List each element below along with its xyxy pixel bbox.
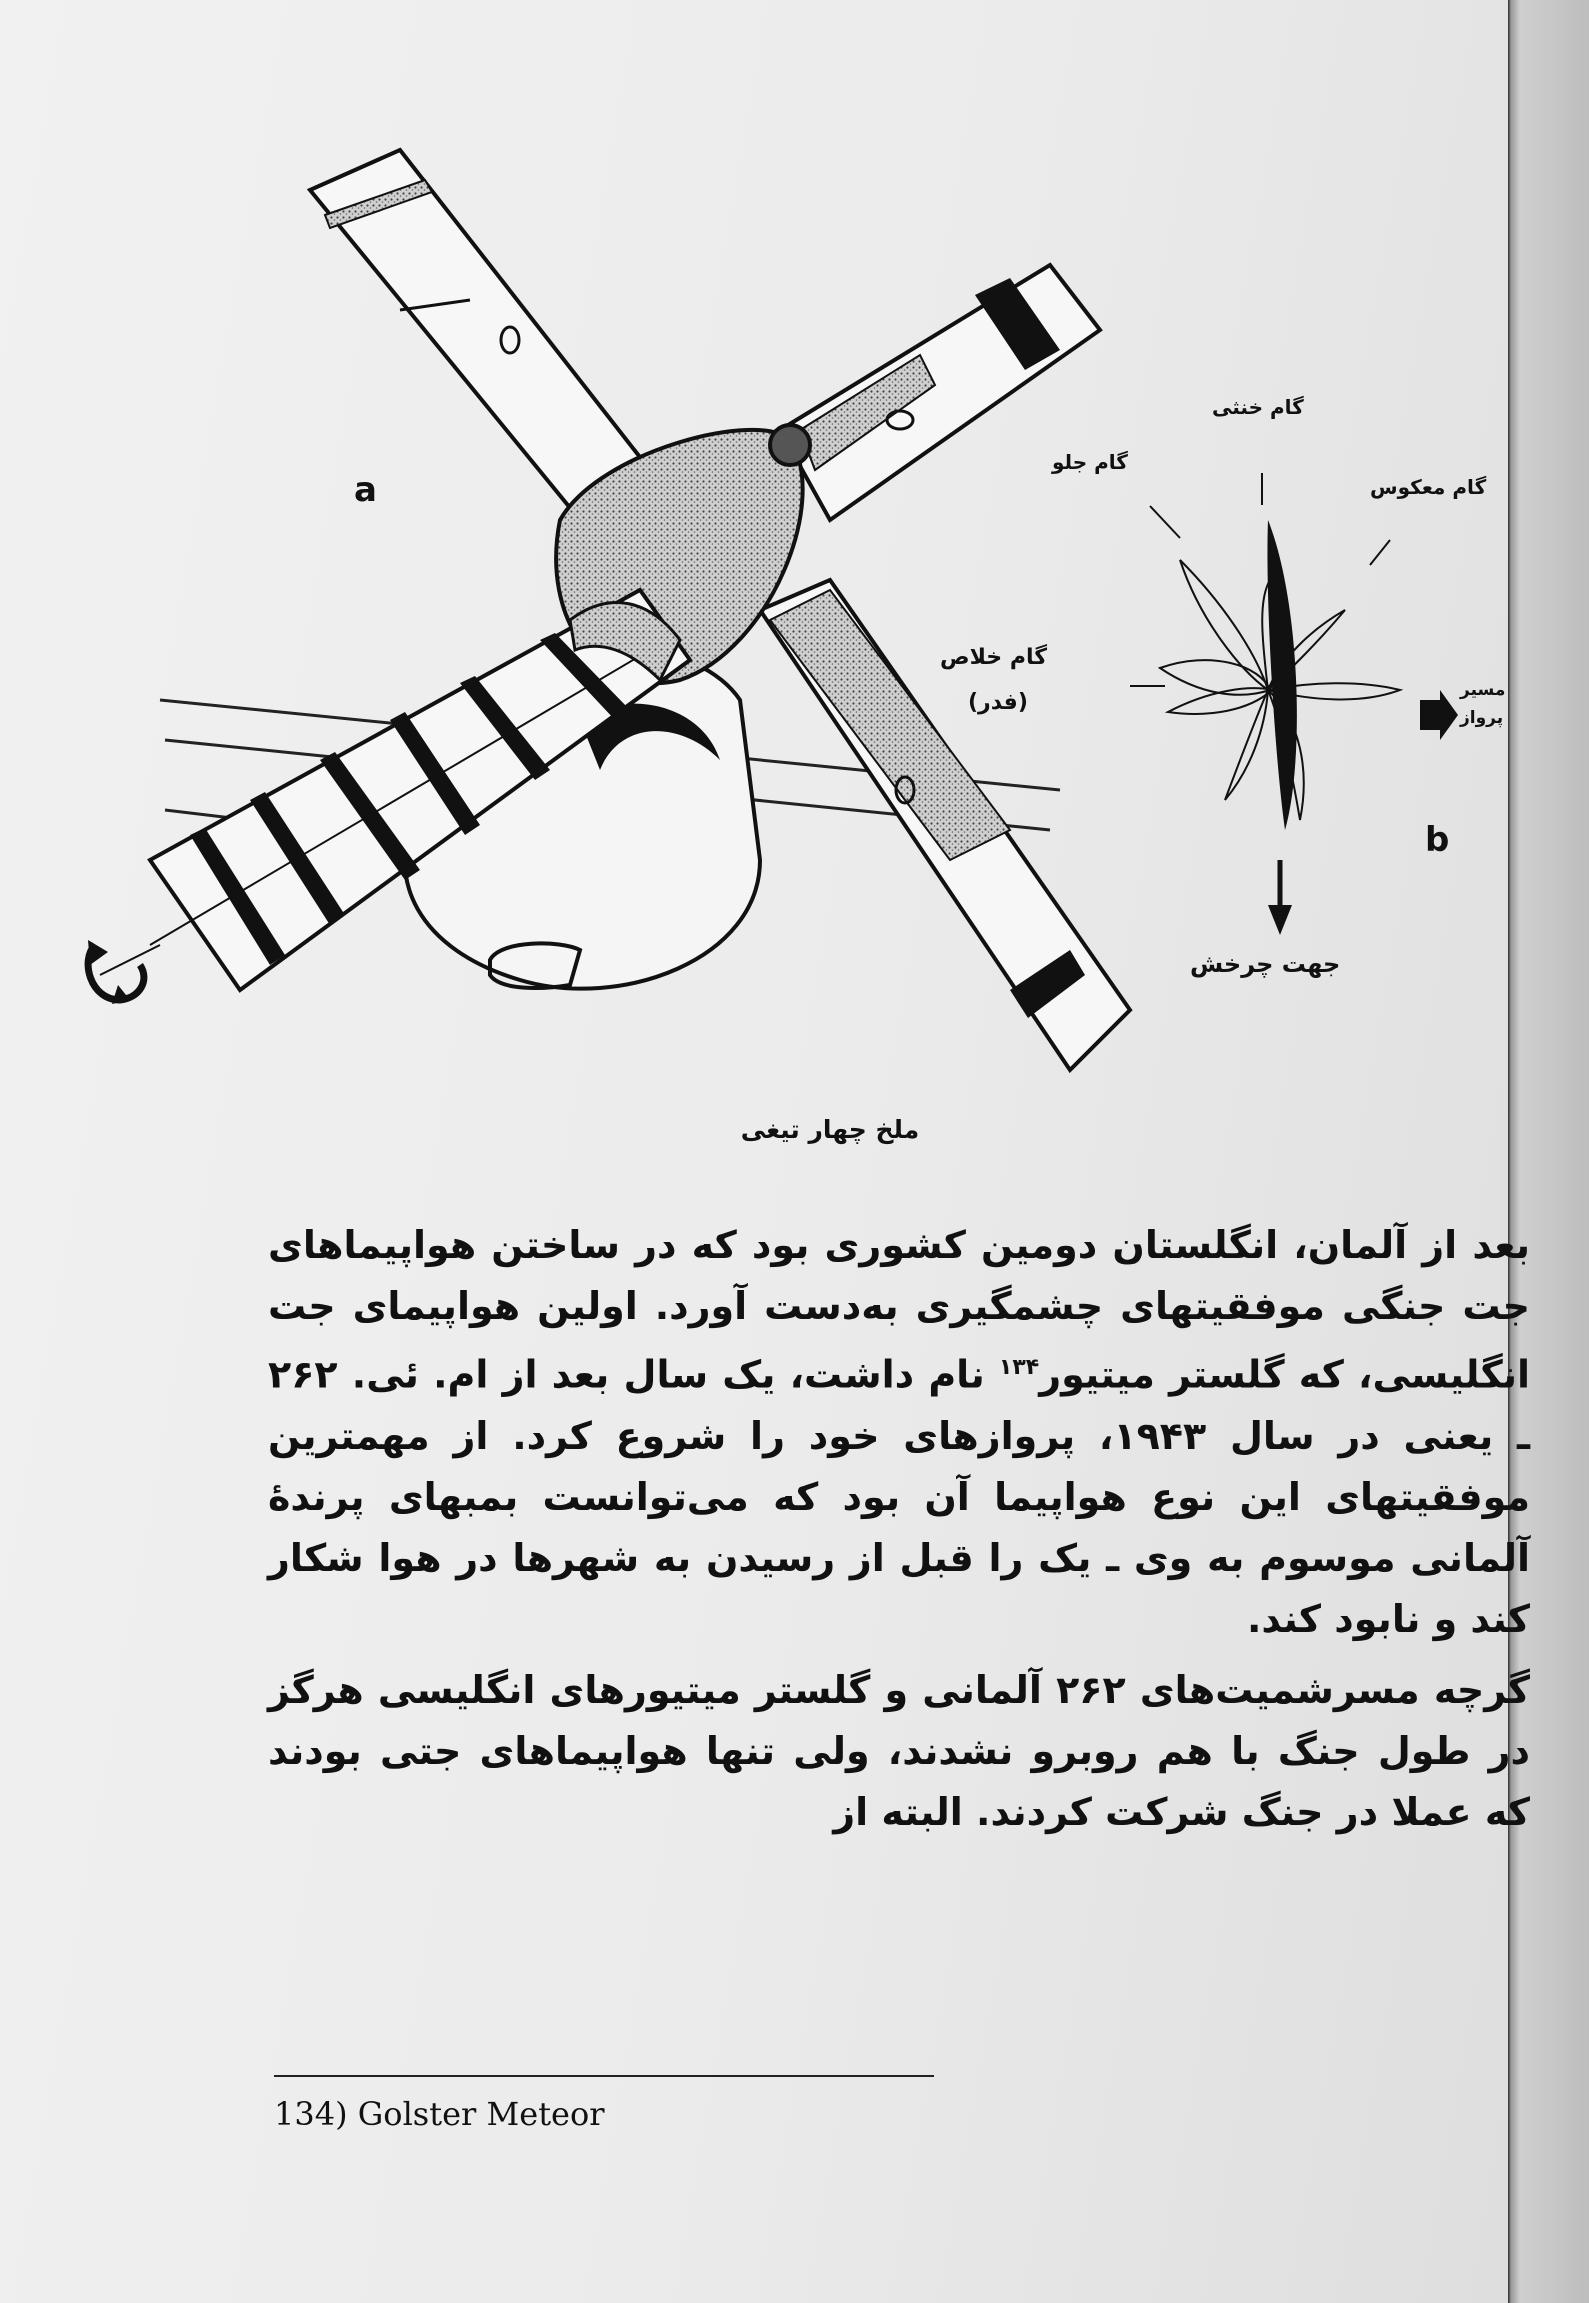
label-feather-pitch-sub: (فدر): [968, 690, 1028, 715]
paragraph-1: بعد از آلمان، انگلستان دومین کشوری بود که در ساختن هواپیماهای جت جنگی موفقیتهای چشمگیری به‌دست آورد. اولین هواپیمای جت انگلیسی، که گلستر میتیور$^{۱۳۴}$ نام داشت، یک سال بعد از ام. ئی. ۲۶۲ ـ یعنی در سال ۱۹۴۳، پروازهای خود را شروع کرد. از مهمترین موفقیتهای این نوع هواپیما آن بود که می‌توانست بمبهای پرندهٔ آلمانی موسوم به وی ـ یک را قبل از رسیدن به شهرها در هوا شکار کند و نابود کند.: [268, 1223, 1530, 1641]
footnote-rule: [274, 2075, 934, 2077]
blade-upper-right: [780, 265, 1100, 520]
spinner-tip: [770, 425, 810, 465]
footnote-reference: ۱۳۴: [998, 1355, 1040, 1380]
figure-label-b: b: [1425, 820, 1450, 860]
label-flight-path-sub: پرواز: [1460, 708, 1504, 728]
propeller-figure: [0, 0, 1510, 1120]
label-rotation-direction: جهت چرخش: [1190, 950, 1341, 978]
page-binding-edge: [1508, 0, 1589, 2303]
label-forward-pitch: گام جلو: [1052, 450, 1128, 474]
label-flight-path: مسیر: [1460, 680, 1506, 700]
body-text: [268, 1215, 1530, 1843]
figure-caption: ملخ چهار تیغی: [740, 1115, 920, 1144]
paragraph-2: گرچه مسرشمیت‌های ۲۶۲ آلمانی و گلستر میتیورهای انگلیسی هرگز در طول جنگ با هم روبرو نشدند، ولی تنها هواپیماهای جتی بودند که عملا در جنگ شرکت کردند. البته از: [268, 1667, 1530, 1834]
rotation-direction-arrow-icon: [1268, 905, 1292, 935]
label-feather-pitch: گام خلاص: [940, 645, 1047, 670]
footnote: 134) Golster Meteor: [274, 2095, 605, 2133]
neutral-blade-section: [1267, 520, 1296, 830]
label-reverse-pitch: گام معکوس: [1370, 475, 1487, 499]
label-neutral-pitch: گام خنثی: [1212, 395, 1304, 419]
figure-label-a: a: [354, 470, 377, 510]
rotation-arrow-icon: [88, 940, 160, 1004]
pitch-diagram: [1130, 473, 1400, 820]
blade-upper-left: [310, 150, 650, 520]
flight-path-arrow-icon: [1420, 690, 1458, 740]
